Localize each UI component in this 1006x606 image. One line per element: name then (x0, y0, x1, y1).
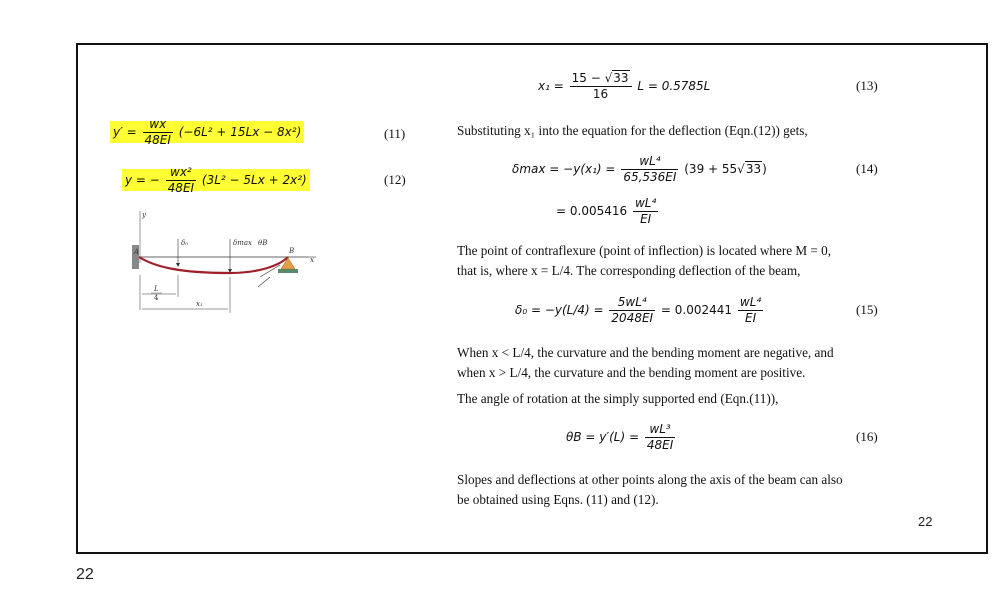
delta0-label: δ₀ (181, 239, 189, 247)
equation-15: δ₀ = −y(L/4) = $\frac{\text{5wL⁴}}{2048EI}$ = 0.002441 $\frac{\text{wL⁴}}{EI}$ (515, 295, 762, 325)
equation-14: δmax = −y(x₁) = $\frac{\text{wL⁴}}{65,536EI}$ (39 + 55√33) (512, 154, 767, 184)
x-axis-label: x (310, 256, 314, 264)
beam-deflection-diagram (120, 205, 330, 315)
text-paragraph-1: Substituting x₁ into the equation for the deflection (Eqn.(12)) gets, (457, 123, 808, 138)
equation-13: x₁ = $\frac{15 - √33}{16}$ L = 0.5785L (538, 71, 711, 101)
text-paragraph-3-line-2: when x > L/4, the curvature and the bending moment are positive. (457, 365, 806, 380)
label-b: B (289, 247, 295, 255)
equation-number-13: (13) (856, 78, 878, 93)
text-paragraph-5-line-1: Slopes and deflections at other points along the axis of the beam can also (457, 472, 843, 487)
text-paragraph-2-line-1: The point of contraflexure (point of inflection) is located where M = 0, (457, 243, 832, 258)
page-number-inner: 22 (918, 514, 933, 529)
equation-number-15: (15) (856, 302, 878, 317)
equation-number-11: (11) (384, 126, 406, 141)
equation-number-14: (14) (856, 161, 878, 176)
l-label: L (154, 285, 159, 293)
text-paragraph-3-line-1: When x < L/4, the curvature and the bending moment are negative, and (457, 345, 834, 360)
four-label: 4 (154, 294, 159, 302)
support-base (278, 269, 298, 273)
equation-12: y = − $\frac{\text{wx²}}{48EI}$ (3L² − 5Lx + 2x²) (122, 166, 310, 195)
equation-number-16: (16) (856, 429, 878, 444)
equation-number-12: (12) (384, 172, 406, 187)
thetab-label: θB (258, 239, 268, 247)
text-paragraph-4: The angle of rotation at the simply supported end (Eqn.(11)), (457, 391, 779, 406)
text-paragraph-5-line-2: be obtained using Eqns. (11) and (12). (457, 492, 659, 507)
equation-14-line-2: = 0.005416 $\frac{\text{wL⁴}}{EI}$ (556, 196, 657, 226)
label-a: A (134, 248, 140, 256)
page-number-outer: 22 (76, 566, 94, 583)
equation-16: θB = y′(L) = $\frac{\text{wL³}}{48EI}$ (566, 422, 674, 452)
x1-label: x₁ (196, 300, 203, 308)
text-paragraph-2-line-2: that is, where x = L/4. The corresponding deflection of the beam, (457, 263, 801, 278)
equation-11: y′ = $\frac{wx}{48EI}$ (−6L² + 15Lx − 8x²) (110, 118, 304, 147)
y-axis-label: y (142, 211, 146, 219)
deflection-curve (139, 257, 288, 273)
deltamax-label: δmax (233, 239, 252, 247)
